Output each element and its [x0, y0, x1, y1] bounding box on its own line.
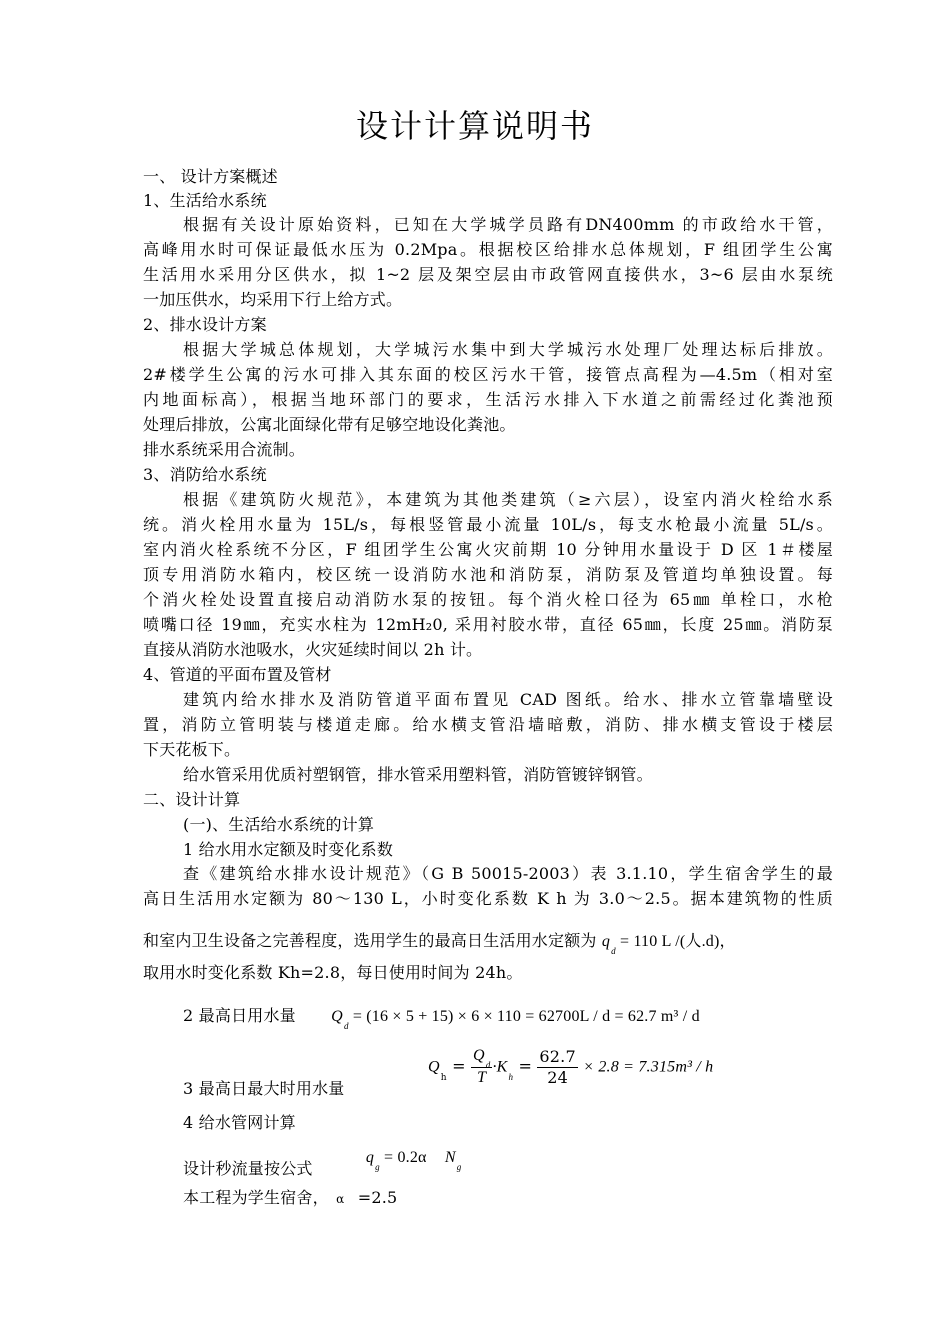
paragraph-line: 给水管采用优质衬塑钢管，排水管采用塑料管，消防管镀锌钢管。 [183, 765, 653, 784]
paragraph-line: 直接从消防水池吸水，火灾延续时间以 2h 计。 [143, 640, 483, 659]
paragraph-line: 置，消防立管明装与楼道走廊。给水横支管沿墙暗敷，消防、排水横支管设于楼层 [143, 715, 833, 734]
paragraph-line: 2#楼学生公寓的污水可排入其东面的校区污水干管，接管点高程为—4.5m（相对室 [143, 365, 833, 384]
formula-coefficient: ·K [492, 1058, 508, 1076]
section-heading-overview: 一、 设计方案概述 [143, 167, 278, 186]
formula-subscript: g [456, 1162, 462, 1172]
formula-subscript: g [375, 1162, 380, 1172]
paragraph-line: 个消火栓处设置直接启动消防水泵的按钮。每个消火栓口径为 65㎜ 单栓口，水枪 [143, 590, 833, 609]
formula-qg [365, 1149, 462, 1172]
paragraph-line: 取用水时变化系数 Kh=2.8，每日使用时间为 24h。 [143, 963, 523, 982]
paragraph-line: 喷嘴口径 19㎜，充实水柱为 12mH₂0, 采用衬胶水带，直径 65㎜，长度 25㎜。消防泵 [143, 615, 833, 634]
paragraph-line: 根据《建筑防火规范》，本建筑为其他类建筑（≥六层），设室内消火栓给水系 [183, 490, 833, 509]
paragraph-line: 顶专用消防水箱内，校区统一设消防水池和消防泵，消防泵及管道均单独设置。每 [143, 565, 833, 584]
paragraph-line-with-formula [143, 930, 833, 954]
formula-subscript: d [343, 1021, 349, 1031]
formula-subscript: h [440, 1072, 447, 1083]
formula-Qd [331, 1008, 700, 1031]
document-title: 设计计算说明书 [355, 107, 594, 145]
paragraph-line: 生活用水采用分区供水，拟 1~2 层及架空层由市政管网直接供水，3~6 层由水泵统 [143, 265, 833, 284]
formula-rhs: = 110 L /(人.d) [620, 933, 720, 950]
formula-symbol: Q [428, 1058, 440, 1076]
formula-rhs: = (16 × 5 + 15) × 6 × 110 = 62700L / d = 62.7 m³ / d [352, 1008, 700, 1025]
paragraph-line: 室内消火栓系统不分区，F 组团学生公寓火灾前期 10 分钟用水量设于 D 区 1＃楼屋 [143, 540, 833, 559]
line-text: 和室内卫生设备之完善程度，选用学生的最高日生活用水定额为 [143, 931, 597, 950]
fraction-denominator: T [477, 1069, 487, 1086]
paragraph-line: 根据大学城总体规划，大学城污水集中到大学城污水处理厂处理达标后排放。 [183, 340, 833, 359]
formula-symbol: N [444, 1149, 456, 1166]
section-heading-calculation: 二、设计计算 [143, 790, 241, 809]
line-end: ， [719, 931, 736, 950]
formula-label: 2 最高日用水量 [183, 1006, 296, 1025]
formula-eq: = [518, 1056, 533, 1076]
paragraph-line-alpha [183, 1187, 873, 1210]
paragraph-line: 排水系统采用合流制。 [143, 440, 306, 459]
formula-line-daily [183, 1005, 873, 1029]
subheading-drainage: 2、排水设计方案 [143, 315, 267, 334]
formula-rhs: × 2.8 = 7.315m³ / h [583, 1058, 714, 1076]
subheading-pipe-layout: 4、管道的平面布置及管材 [143, 665, 332, 684]
alpha-value: =2.5 [357, 1188, 398, 1207]
formula-rhs: = 0.2α [384, 1149, 427, 1166]
formula-qd [601, 933, 720, 956]
formula-eq: = [452, 1056, 466, 1076]
formula-symbol: Q [331, 1008, 343, 1025]
paragraph-line: 一加压供水，均采用下行上给方式。 [143, 290, 403, 309]
formula-subscript: h [508, 1071, 514, 1082]
subheading-fire-supply: 3、消防给水系统 [143, 465, 267, 484]
fraction-numerator: 62.7 [539, 1046, 576, 1066]
paragraph-line: 处理后排放，公寓北面绿化带有足够空地设化粪池。 [143, 415, 516, 434]
paragraph-line: 查《建筑给水排水设计规范》（G B 50015-2003）表 3.1.10，学生宿舍学生的最 [183, 864, 833, 883]
paragraph-line: 根据有关设计原始资料，已知在大学城学员路有DN400mm 的市政给水干管， [183, 215, 833, 234]
formula-symbol: q [365, 1149, 375, 1166]
paragraph-line: 内地面标高），根据当地环部门的要求，生活污水排入下水道之前需经过化粪池预 [143, 390, 833, 409]
subheading-domestic-calc: (一)、生活给水系统的计算 [183, 815, 375, 834]
paragraph-line: 下天花板下。 [143, 740, 241, 759]
formula-symbol: q [601, 933, 611, 950]
alpha-symbol: α [336, 1192, 345, 1206]
paragraph-line: 高峰用水时可保证最低水压为 0.2Mpa。根据校区给排水总体规划，F 组团学生公寓 [143, 240, 833, 259]
paragraph-line: 统。消火栓用水量为 15L/s，每根竖管最小流量 10L/s，每支水枪最小流量 5L/s。 [143, 515, 833, 534]
fraction-numerator: $Q_d$ [472, 1047, 491, 1070]
line-text: 本工程为学生宿舍， [183, 1188, 329, 1207]
paragraph-line: 建筑内给水排水及消防管道平面布置见 CAD 图纸。给水、排水立管靠墙壁设 [183, 690, 833, 709]
fraction-denominator: 24 [547, 1067, 569, 1087]
formula-label: 3 最高日最大时用水量 [183, 1079, 345, 1098]
formula-label: 设计秒流量按公式 [183, 1159, 313, 1178]
subheading-water-supply: 1、生活给水系统 [143, 191, 267, 210]
formula-subscript: d [611, 946, 616, 956]
subheading-network-calc: 4 给水管网计算 [183, 1113, 296, 1132]
subheading-water-quota: 1 给水用水定额及时变化系数 [183, 840, 394, 859]
paragraph-line: 高日生活用水定额为 80～130 L，小时变化系数 K h 为 3.0～2.5。据本建筑物的性质 [143, 889, 833, 908]
